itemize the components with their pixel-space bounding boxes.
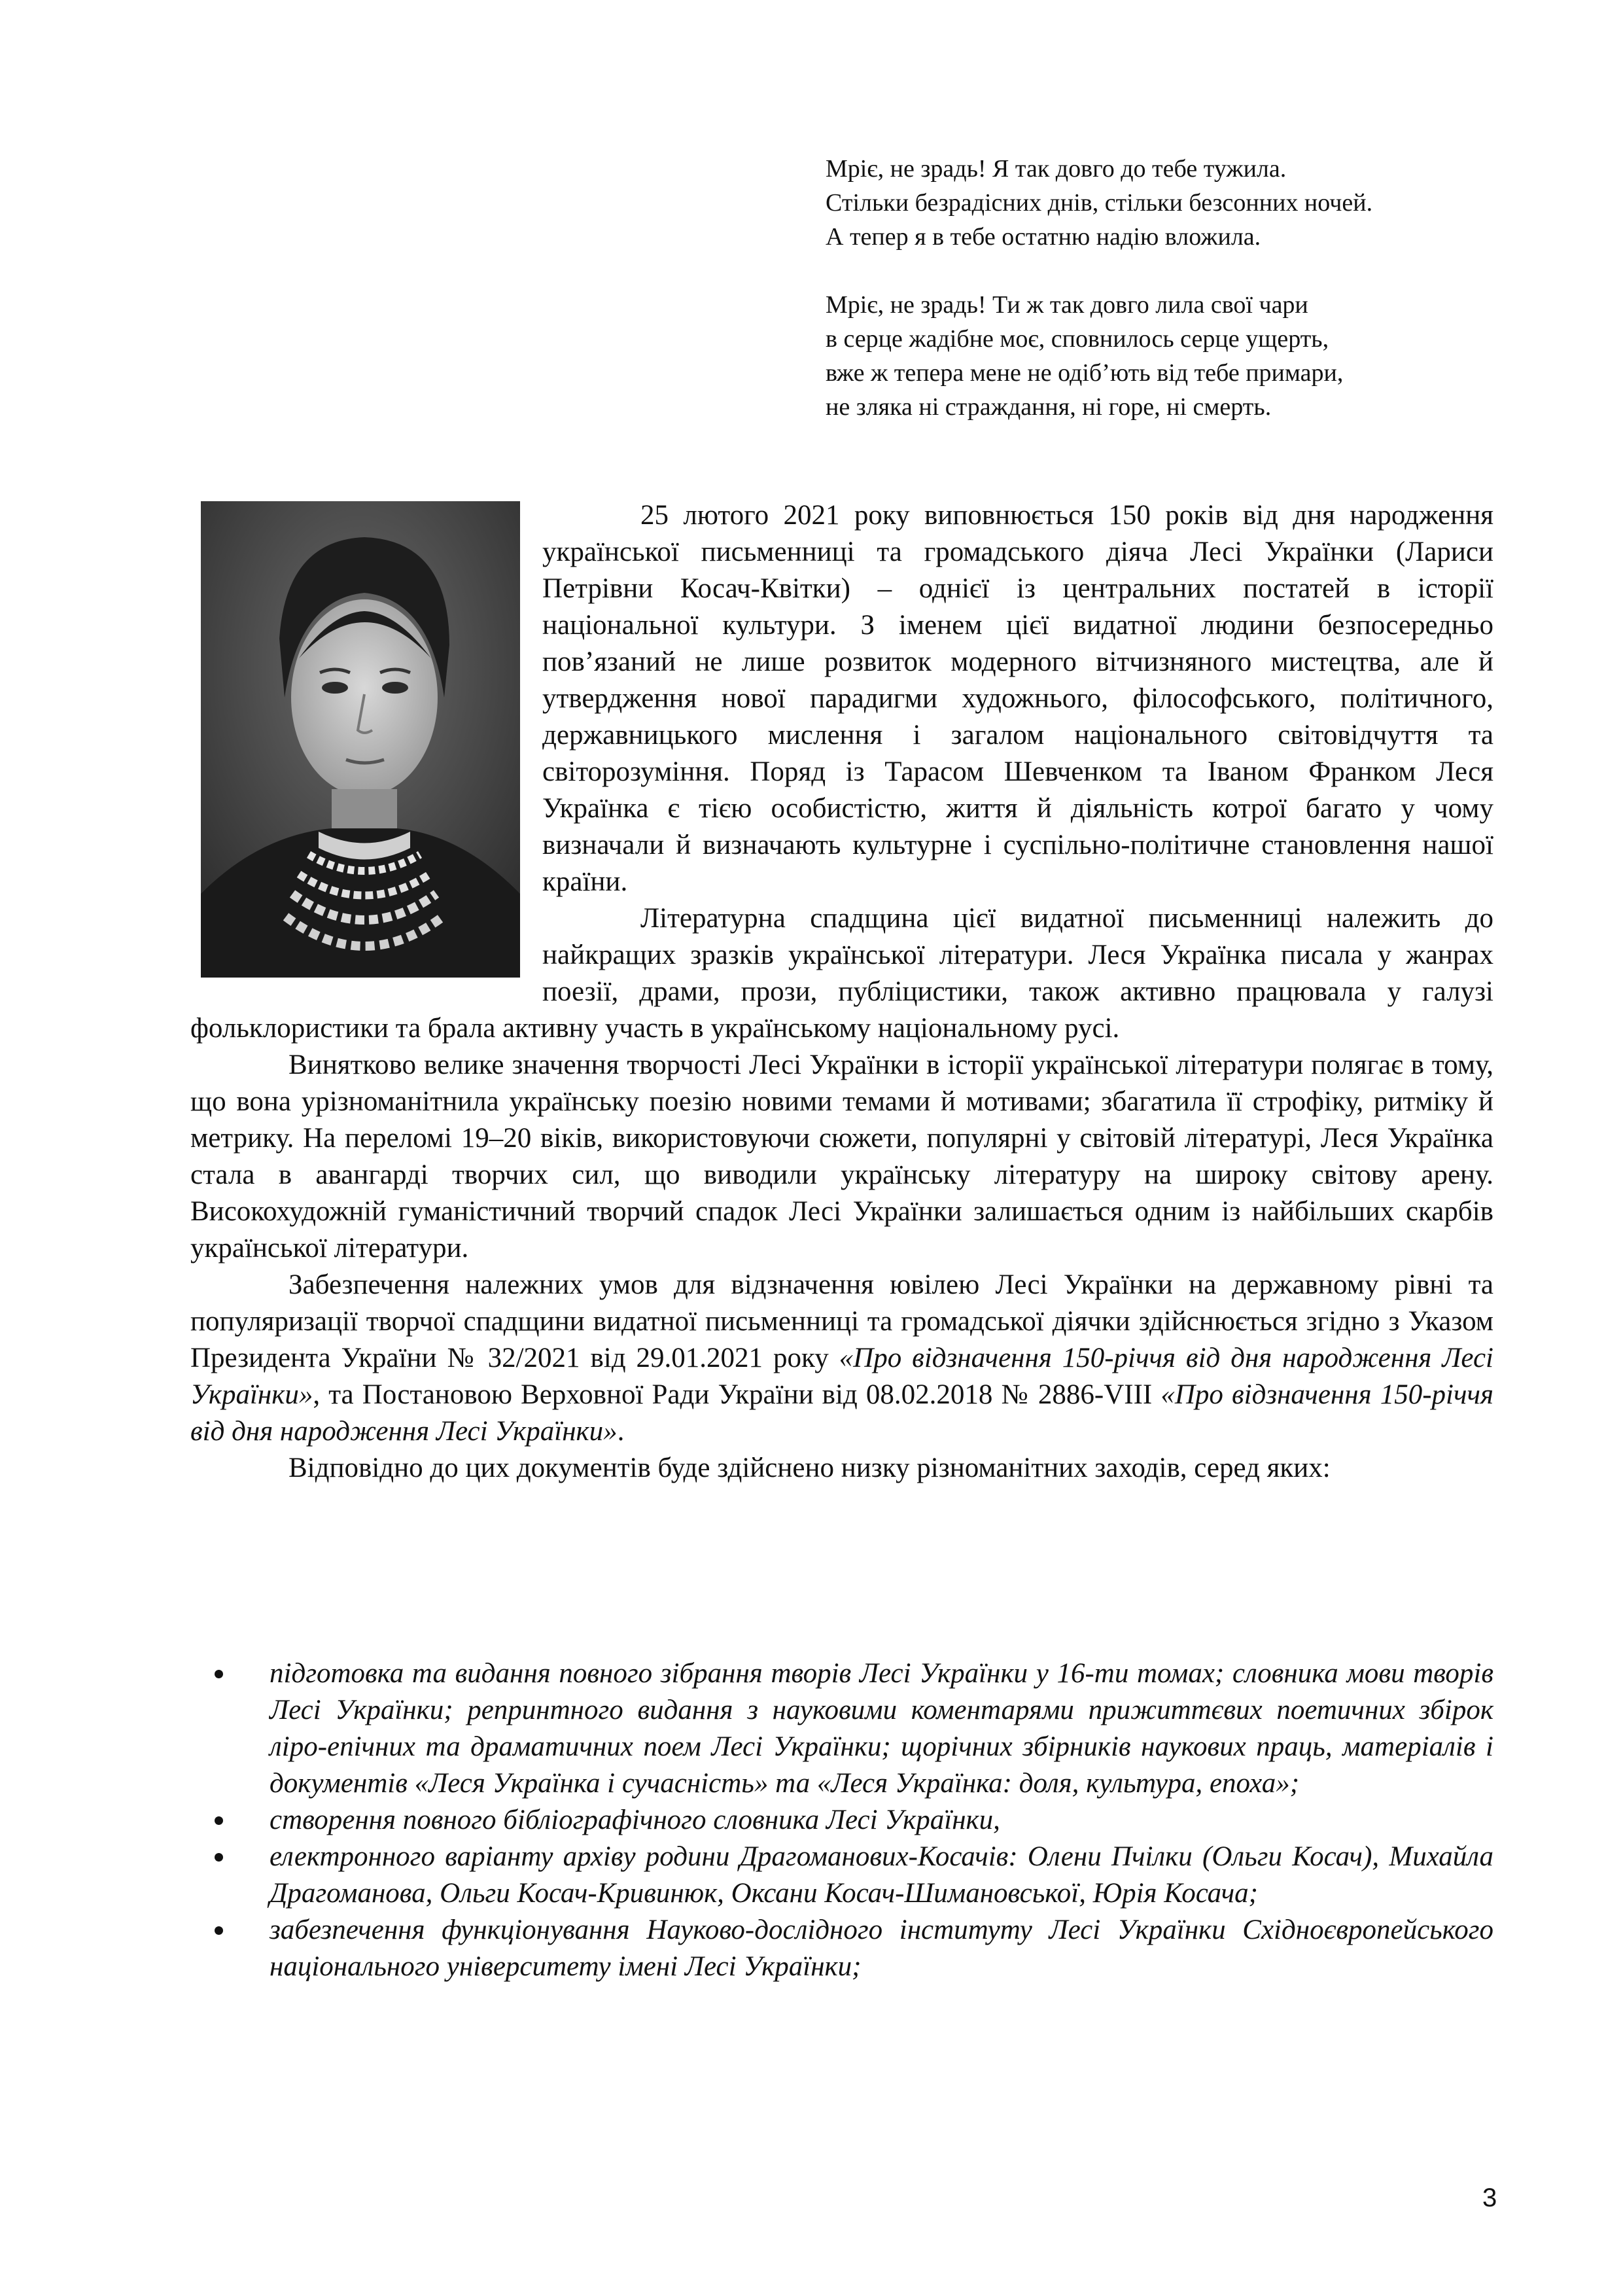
list-item: підготовка та видання повного зібрання творів Лесі Українки у 16-ти томах; словника мови творів Лесі Українки; репринтного видання з науковими коментарями прижиттєвих поетичних збірок ліро-епічних та драматичних поем Лесі Українки; щорічних збірників наукових праць, матеріалів і документів «Леся Українка і сучасність» та «Леся Українка: доля, культура, епоха»; (215, 1655, 1493, 1802)
poem-line: Мріє, не зрадь! Ти ж так довго лила свої чари (826, 291, 1308, 319)
portrait-photo (201, 501, 520, 978)
poem-line: Мріє, не зрадь! Я так довго до тебе тужила. (826, 155, 1287, 183)
measures-list (215, 1655, 1493, 1985)
list-item: забезпечення функціонування Науково-дослідного інституту Лесі Українки Східноєвропейського національного університету імені Лесі Українки; (215, 1912, 1493, 1985)
poem-line: не зляка ні страждання, ні горе, ні смерть. (826, 393, 1272, 421)
poem-stanza-2 (826, 288, 1558, 424)
resolution-title: «Про відзначення 150-річчя від дня народження Лесі Українки» (190, 1379, 1493, 1447)
paragraph-legacy: Літературна спадщина цієї видатної письменниці належить до найкращих зразків української літератури. Леся Українка писала у жанрах поезії, драми, прози, публіцистики, також активно працювала у галузі фольклористики та брала активну участь в українському національному русі. (190, 903, 1493, 1044)
epigraph-poem (826, 152, 1558, 424)
paragraph-significance: Винятково велике значення творчості Лесі Українки в історії української літератури полягає в тому, що вона урізноманітнила українську поезію новими темами й мотивами; збагатила її строфіку, ритміку й метрику. На переломі 19–20 віків, використовуючи сюжети, популярні у світовій літературі, Леся Українка стала в авангарді творчих сил, що виводили українську літературу на широку світову арену. Високохудожній гуманістичний творчий спадок Лесі Українки залишається одним із найбільших скарбів української літератури. (190, 1050, 1493, 1263)
paragraph-measures-intro: Відповідно до цих документів буде здійснено низку різноманітних заходів, серед яких: (288, 1453, 1331, 1483)
paragraph-anniversary: 25 лютого 2021 року виповнюється 150 років від дня народження української письменниці та громадського діяча Лесі Українки (Лариси Петрівни Косач-Квітки) – однієї із центральних постатей в історії національної культури. З іменем цієї видатної людини безпосередньо пов’язаний не лише розвиток модерного вітчизняного мистецтва, але й утвердження нової парадигми художнього, філософського, політичного, державницького мислення і загалом національного світовідчуття та світорозуміння. Поряд із Тарасом Шевченком та Іваном Франком Леся Українка є тією особистістю, життя й діяльність котрої багато у чому визначали й визначають культурне і суспільно-політичне становлення нашої країни. (542, 500, 1493, 897)
poem-line: А тепер я в тебе остатню надію вложила. (826, 223, 1261, 251)
decree-text-part1: Забезпечення належних умов для відзначення ювілею Лесі Українки на державному рівні та популяризації творчої спадщини видатної письменниці та громадської діячки здійснюється згідно з Указом Президента України № 32/2021 від 29.01.2021 року (190, 1269, 1493, 1373)
list-item: електронного варіанту архіву родини Драгоманових-Косачів: Олени Пчілки (Ольги Косач), Михайла Драгоманова, Ольги Косач-Кривинюк, Оксани Косач-Шимановської, Юрія Косача; (215, 1839, 1493, 1912)
poem-line: Стільки безрадісних днів, стільки безсонних ночей. (826, 189, 1373, 217)
portrait-image (201, 501, 520, 978)
page-number: 3 (1482, 2183, 1497, 2212)
poem-line: вже ж тепера мене не одіб’ють від тебе примари, (826, 359, 1344, 387)
poem-stanza-1 (826, 152, 1558, 254)
decree-text-part3: . (617, 1416, 625, 1447)
main-text (190, 497, 1493, 1487)
poem-line: в серце жадібне моє, сповнилось серце ущерть, (826, 325, 1329, 353)
list-item: створення повного бібліографічного словника Лесі Українки, (215, 1802, 1493, 1839)
decree-text-part2: , та Постановою Верховної Ради України від 08.02.2018 № 2886-VIII (313, 1379, 1161, 1410)
decree-title: «Про відзначення 150-річчя від дня народження Лесі Українки» (190, 1343, 1493, 1410)
paragraph-decrees (190, 1267, 1493, 1450)
